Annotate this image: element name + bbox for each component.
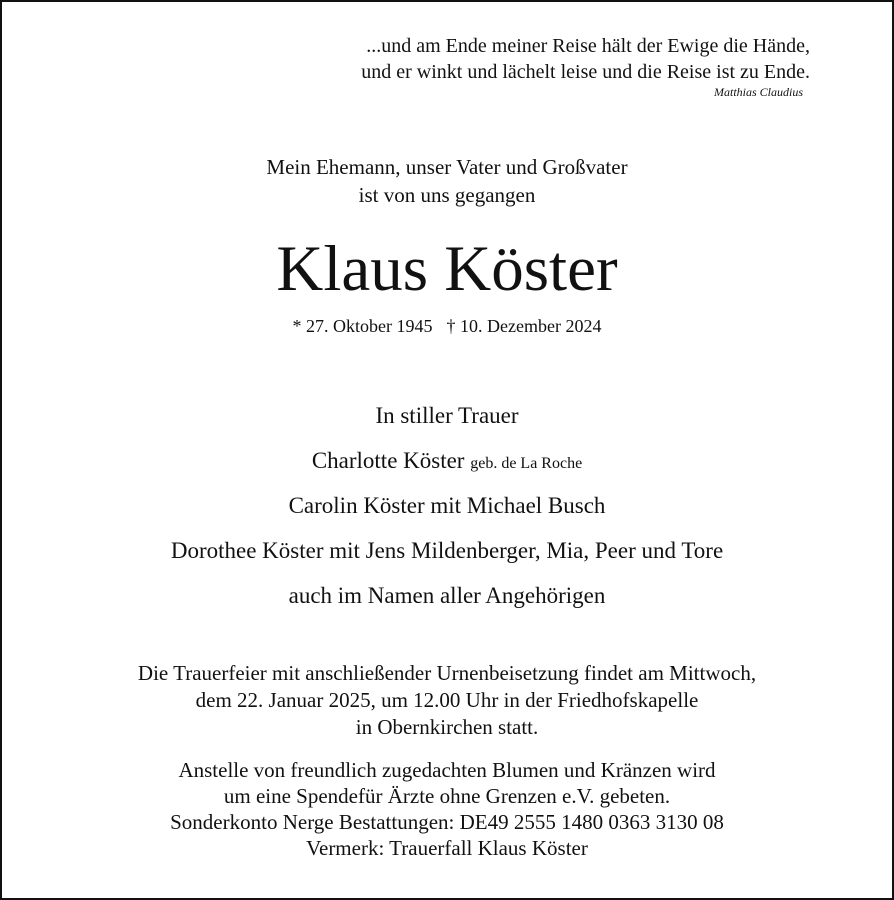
death-date: † 10. Dezember 2024 xyxy=(446,316,602,336)
quote-author: Matthias Claudius xyxy=(713,85,803,99)
spouse-maiden-name: geb. de La Roche xyxy=(470,455,583,472)
ceremony-line-2: dem 22. Januar 2025, um 12.00 Uhr in der Friedhofskapelle xyxy=(195,688,699,712)
donation-line-1: Anstelle von freundlich zugedachten Blumen und Kränzen wird xyxy=(178,758,716,782)
mourning-heading: In stiller Trauer xyxy=(375,403,519,428)
mourner-child-2: Dorothee Köster mit Jens Mildenberger, Mia, Peer und Tore xyxy=(170,538,724,563)
spouse-name: Charlotte Köster xyxy=(311,448,465,473)
mourner-child-1: Carolin Köster mit Michael Busch xyxy=(288,493,606,518)
intro-line-1: Mein Ehemann, unser Vater und Großvater xyxy=(266,155,628,179)
ceremony-info xyxy=(0,660,894,741)
ceremony-line-3: in Obernkirchen statt. xyxy=(355,715,539,739)
intro-line-2: ist von uns gegangen xyxy=(358,183,536,207)
donation-reference: Vermerk: Trauerfall Klaus Köster xyxy=(306,836,588,860)
mourner-others: auch im Namen aller Angehörigen xyxy=(288,583,606,608)
quote-line-2: und er winkt und lächelt leise und die Reise ist zu Ende. xyxy=(361,61,810,83)
intro-text xyxy=(0,153,894,209)
ceremony-line-1: Die Trauerfeier mit anschließender Urnenbeisetzung findet am Mittwoch, xyxy=(137,661,757,685)
quote-line-1: ...und am Ende meiner Reise hält der Ewige die Hände, xyxy=(366,35,810,57)
donation-info xyxy=(0,757,894,861)
mourners-list xyxy=(0,398,894,623)
birth-date: * 27. Oktober 1945 xyxy=(292,316,433,336)
deceased-name: Klaus Köster xyxy=(276,233,618,305)
donation-account: Sonderkonto Nerge Bestattungen: DE49 2555 1480 0363 3130 08 xyxy=(170,810,724,834)
quote-block xyxy=(280,33,810,99)
donation-line-2: um eine Spendefür Ärzte ohne Grenzen e.V. gebeten. xyxy=(223,784,671,808)
life-dates xyxy=(0,314,894,338)
mourner-spouse xyxy=(0,443,894,488)
